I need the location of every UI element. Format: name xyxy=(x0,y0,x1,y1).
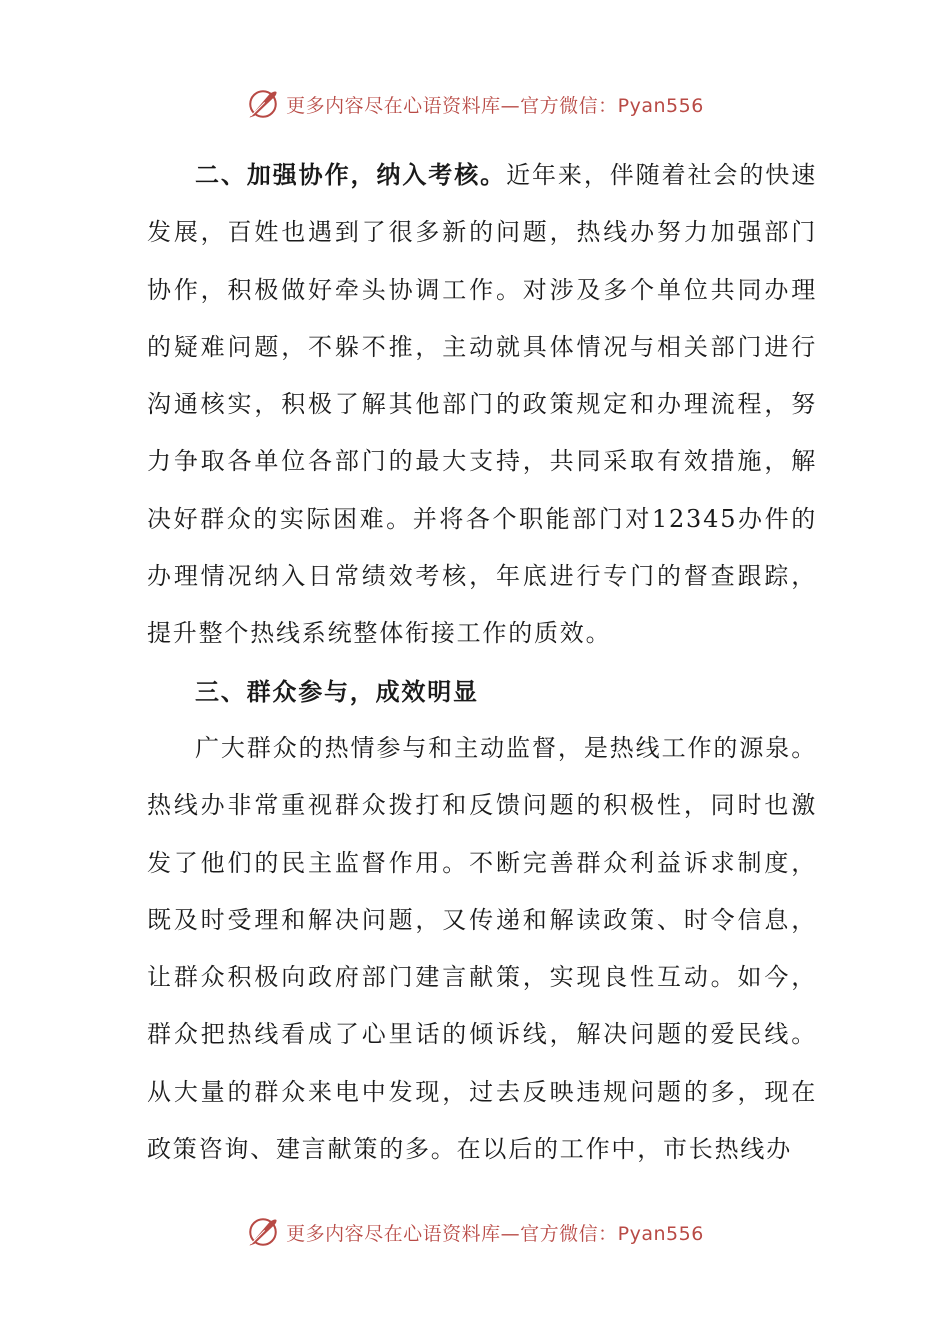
watermark-text: 更多内容尽在心语资料库—官方微信：Pyan556 xyxy=(286,94,704,117)
paragraph-text: 近年来，伴随着社会的快速发展，百姓也遇到了很多新的问题，热线办努力加强部门协作，积极做好牵头协调工作。对涉及多个单位共同办理的疑难问题，不躲不推，主动就具体情况与相关部门进行沟通核实，积极了解其他部门的政策规定和办理流程，努力争取各单位各部门的最大支持，共同采取有效措施，解决好群众的实际困难。并将各个职能部门对12345办件的办理情况纳入日常绩效考核，年底进行专门的督查跟踪，提升整个热线系统整体衔接工作的质效。 xyxy=(147,161,817,648)
header-watermark xyxy=(0,84,950,124)
footer-watermark xyxy=(0,1212,950,1252)
document-body xyxy=(147,146,817,1178)
quill-pen-logo-icon xyxy=(246,1215,280,1249)
quill-pen-logo-icon xyxy=(246,87,280,121)
paragraph-participation: 广大群众的热情参与和主动监督，是热线工作的源泉。热线办非常重视群众拨打和反馈问题的积极性，同时也激发了他们的民主监督作用。不断完善群众利益诉求制度，既及时受理和解决问题，又传递和解读政策、时令信息，让群众积极向政府部门建言献策，实现良性互动。如今，群众把热线看成了心里话的倾诉线，解决问题的爱民线。从大量的群众来电中发现，过去反映违规问题的多，现在政策咨询、建言献策的多。在以后的工作中，市长热线办 xyxy=(147,733,817,1164)
section-two-heading: 二、加强协作，纳入考核。 xyxy=(195,160,507,189)
paragraph-cooperation xyxy=(147,146,817,663)
section-three-heading: 三、群众参与，成效明显 xyxy=(195,676,479,706)
watermark-text: 更多内容尽在心语资料库—官方微信：Pyan556 xyxy=(286,1222,704,1245)
